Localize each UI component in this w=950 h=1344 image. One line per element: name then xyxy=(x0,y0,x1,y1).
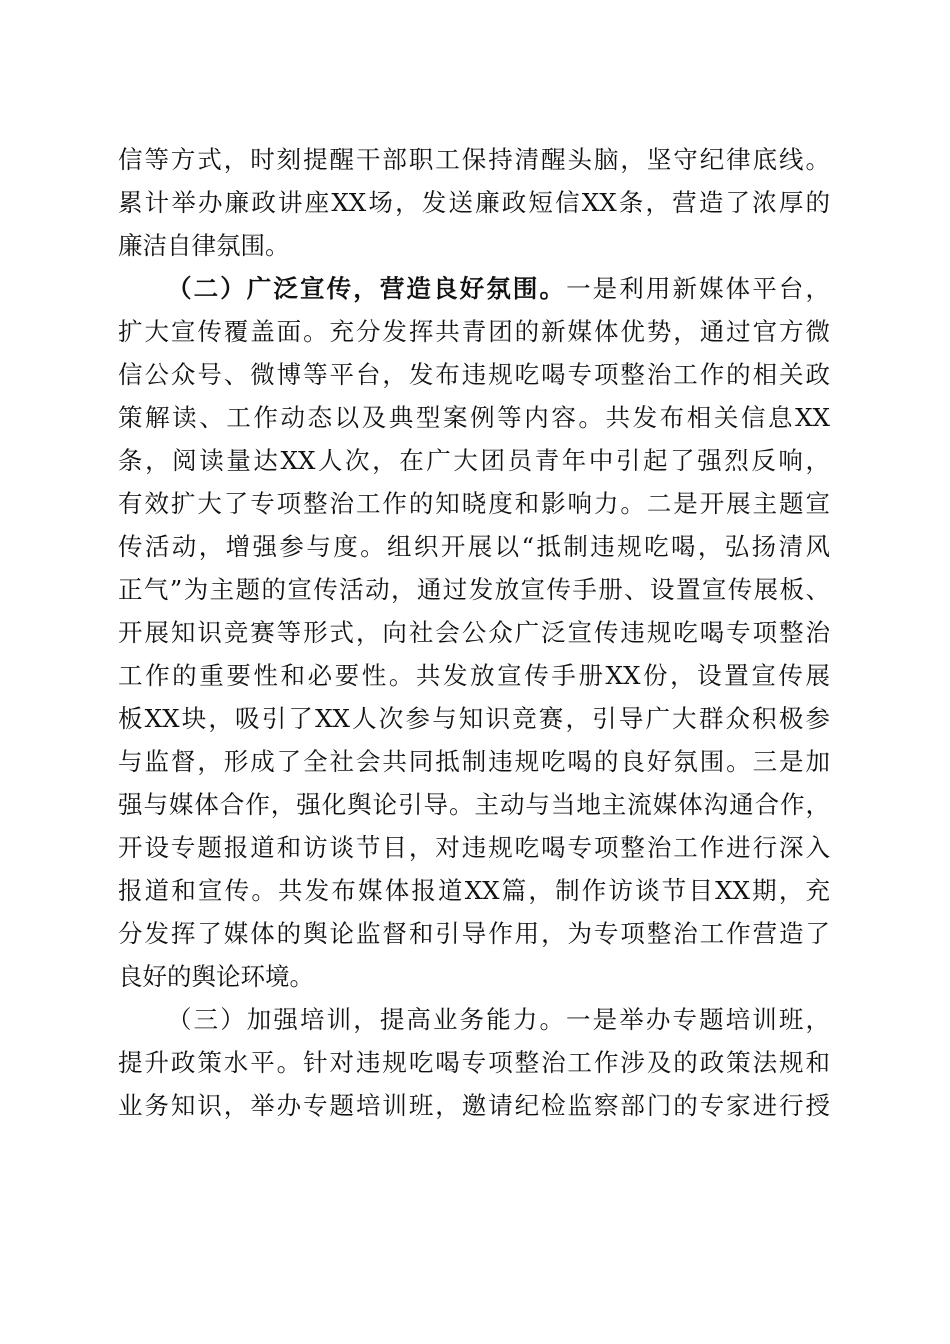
paragraph-heading-line xyxy=(167,269,830,309)
text-line: 条，阅读量达XX人次，在广大团员青年中引起了强烈反响， xyxy=(118,446,830,475)
text-line: 提升政策水平。针对违规吃喝专项整治工作涉及的政策法规和 xyxy=(118,1048,830,1077)
text-line: 有效扩大了专项整治工作的知晓度和影响力。二是开展主题宣 xyxy=(118,489,830,518)
text-line: 正气”为主题的宣传活动，通过发放宣传手册、设置宣传展板、 xyxy=(118,575,830,604)
text-line: 传活动，增强参与度。组织开展以“抵制违规吃喝，弘扬清风 xyxy=(118,532,830,561)
section-heading: （二）广泛宣传，营造良好氛围。 xyxy=(167,274,567,303)
text-line: 信公众号、微博等平台，发布违规吃喝专项整治工作的相关政 xyxy=(118,360,830,389)
text-line: 开展知识竞赛等形式，向社会公众广泛宣传违规吃喝专项整治 xyxy=(118,618,830,647)
text-line: 良好的舆论环境。 xyxy=(118,962,314,991)
text-segment: 一是利用新媒体平台， xyxy=(566,274,830,303)
text-line: 强与媒体合作，强化舆论引导。主动与当地主流媒体沟通合作， xyxy=(118,790,830,819)
text-line: 开设专题报道和访谈节目，对违规吃喝专项整治工作进行深入 xyxy=(118,833,830,862)
text-line: 与监督，形成了全社会共同抵制违规吃喝的良好氛围。三是加 xyxy=(118,747,830,776)
text-line: 累计举办廉政讲座XX场，发送廉政短信XX条，营造了浓厚的 xyxy=(118,188,830,217)
text-line: 扩大宣传覆盖面。充分发挥共青团的新媒体优势，通过官方微 xyxy=(118,317,830,346)
text-line: 工作的重要性和必要性。共发放宣传手册XX份，设置宣传展 xyxy=(118,661,830,690)
text-line: 信等方式，时刻提醒干部职工保持清醒头脑，坚守纪律底线。 xyxy=(118,145,830,174)
text-line: 报道和宣传。共发布媒体报道XX篇，制作访谈节目XX期，充 xyxy=(118,876,830,905)
text-line: 策解读、工作动态以及典型案例等内容。共发布相关信息XX xyxy=(118,403,830,432)
text-line: 廉洁自律氛围。 xyxy=(118,231,290,260)
paragraph-heading-line: （三）加强培训，提高业务能力。一是举办专题培训班， xyxy=(167,1005,830,1034)
text-line: 板XX块，吸引了XX人次参与知识竞赛，引导广大群众积极参 xyxy=(118,704,830,733)
text-line: 业务知识，举办专题培训班，邀请纪检监察部门的专家进行授 xyxy=(118,1091,830,1120)
text-line: 分发挥了媒体的舆论监督和引导作用，为专项整治工作营造了 xyxy=(118,919,830,948)
